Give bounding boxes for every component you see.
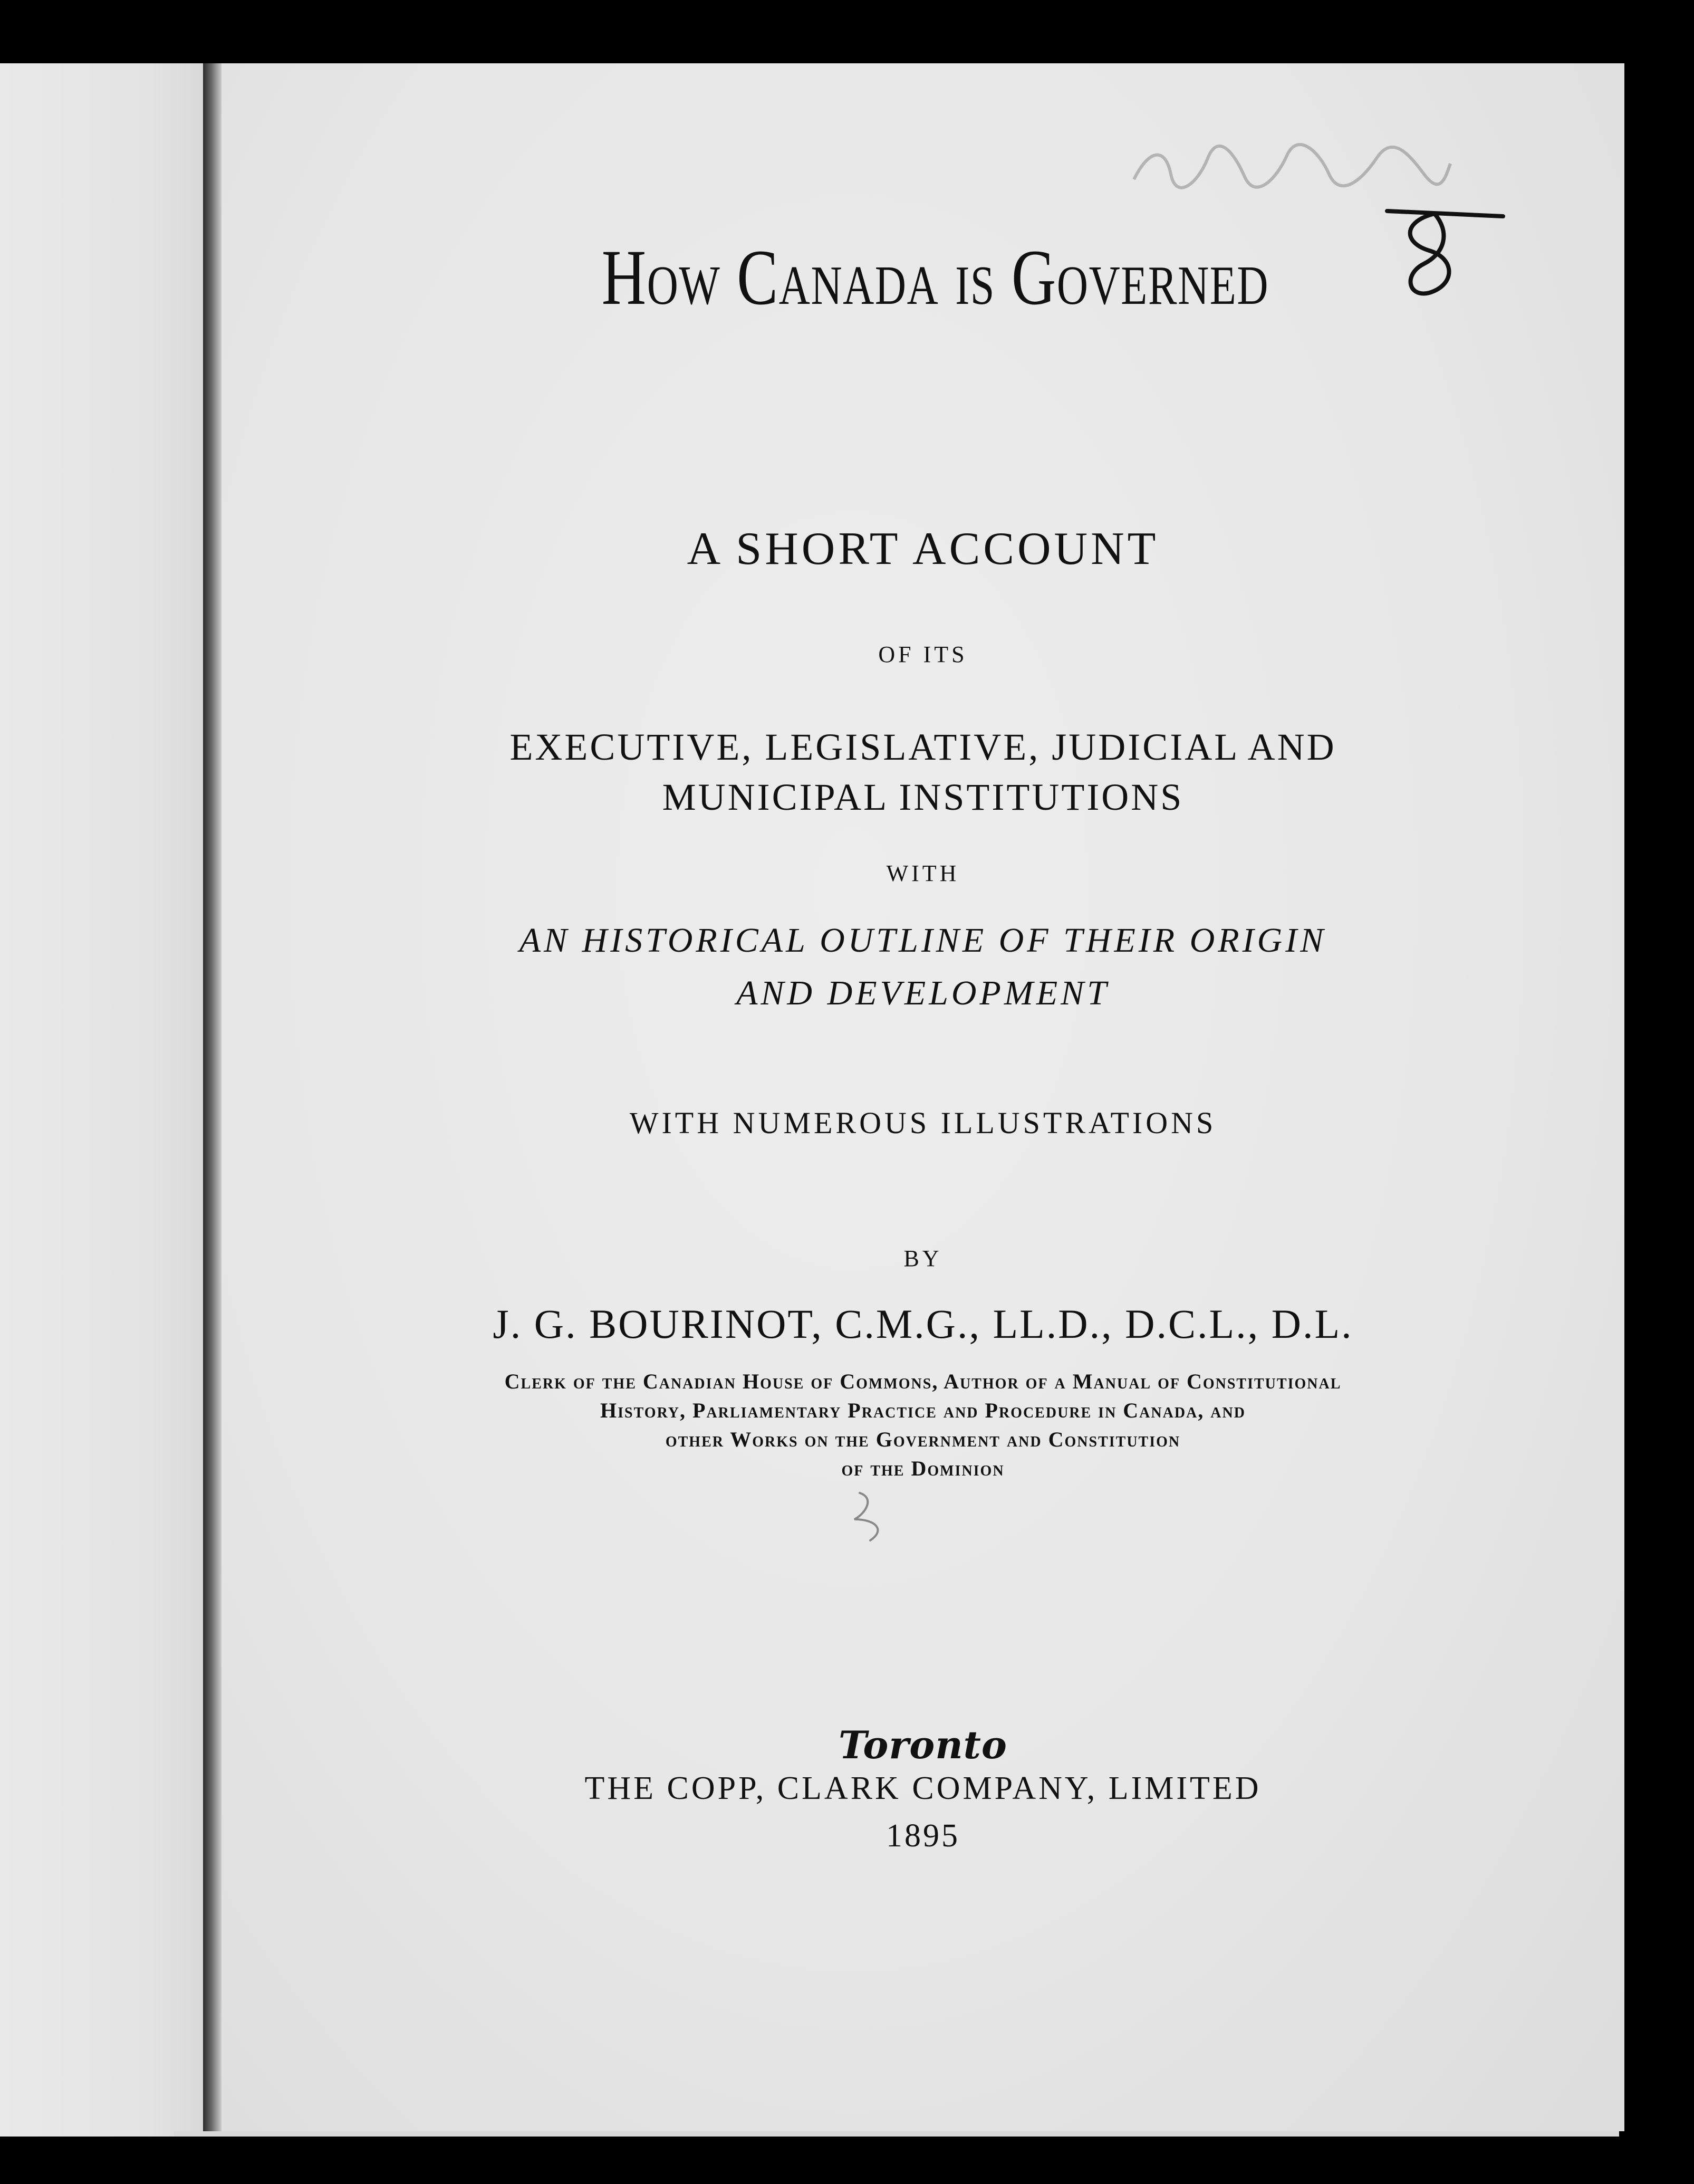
faint-library-signature [1129,137,1456,195]
institutions-line-2: MUNICIPAL INSTITUTIONS [662,776,1184,818]
historical-outline-line-1: AN HISTORICAL OUTLINE OF THEIR ORIGIN [519,921,1327,960]
connector-of-its: OF ITS [878,641,968,667]
title-page [222,63,1624,2131]
bottom-border [0,2137,1694,2184]
institutions-line-1: EXECUTIVE, LEGISLATIVE, JUDICIAL AND [509,726,1336,768]
publication-year: 1895 [886,1818,960,1854]
book-title: How Canada is Governed [601,234,1269,321]
book-gutter [203,63,222,2131]
author-credentials-line-1: Clerk of the Canadian House of Commons, Author of a Manual of Constitutional [504,1369,1342,1393]
publication-place: Toronto [839,1722,1007,1767]
historical-outline-line-2: AND DEVELOPMENT [736,974,1110,1012]
connector-by: BY [903,1246,942,1271]
connector-with: WITH [886,860,960,886]
publisher-name: THE COPP, CLARK COMPANY, LIMITED [584,1770,1262,1806]
author-credentials-line-3: other Works on the Government and Constitution [665,1428,1181,1451]
facing-page-edge [0,63,216,2152]
author-credentials-line-4: of the Dominion [841,1457,1005,1480]
book-subtitle: A SHORT ACCOUNT [687,523,1159,574]
author-name: J. G. BOURINOT, C.M.G., LL.D., D.C.L., D.L. [493,1301,1353,1347]
illustrations-note: WITH NUMEROUS ILLUSTRATIONS [629,1106,1217,1140]
pencil-scribble [828,1488,912,1551]
author-credentials-line-2: History, Parliamentary Practice and Procedure in Canada, and [600,1398,1246,1422]
